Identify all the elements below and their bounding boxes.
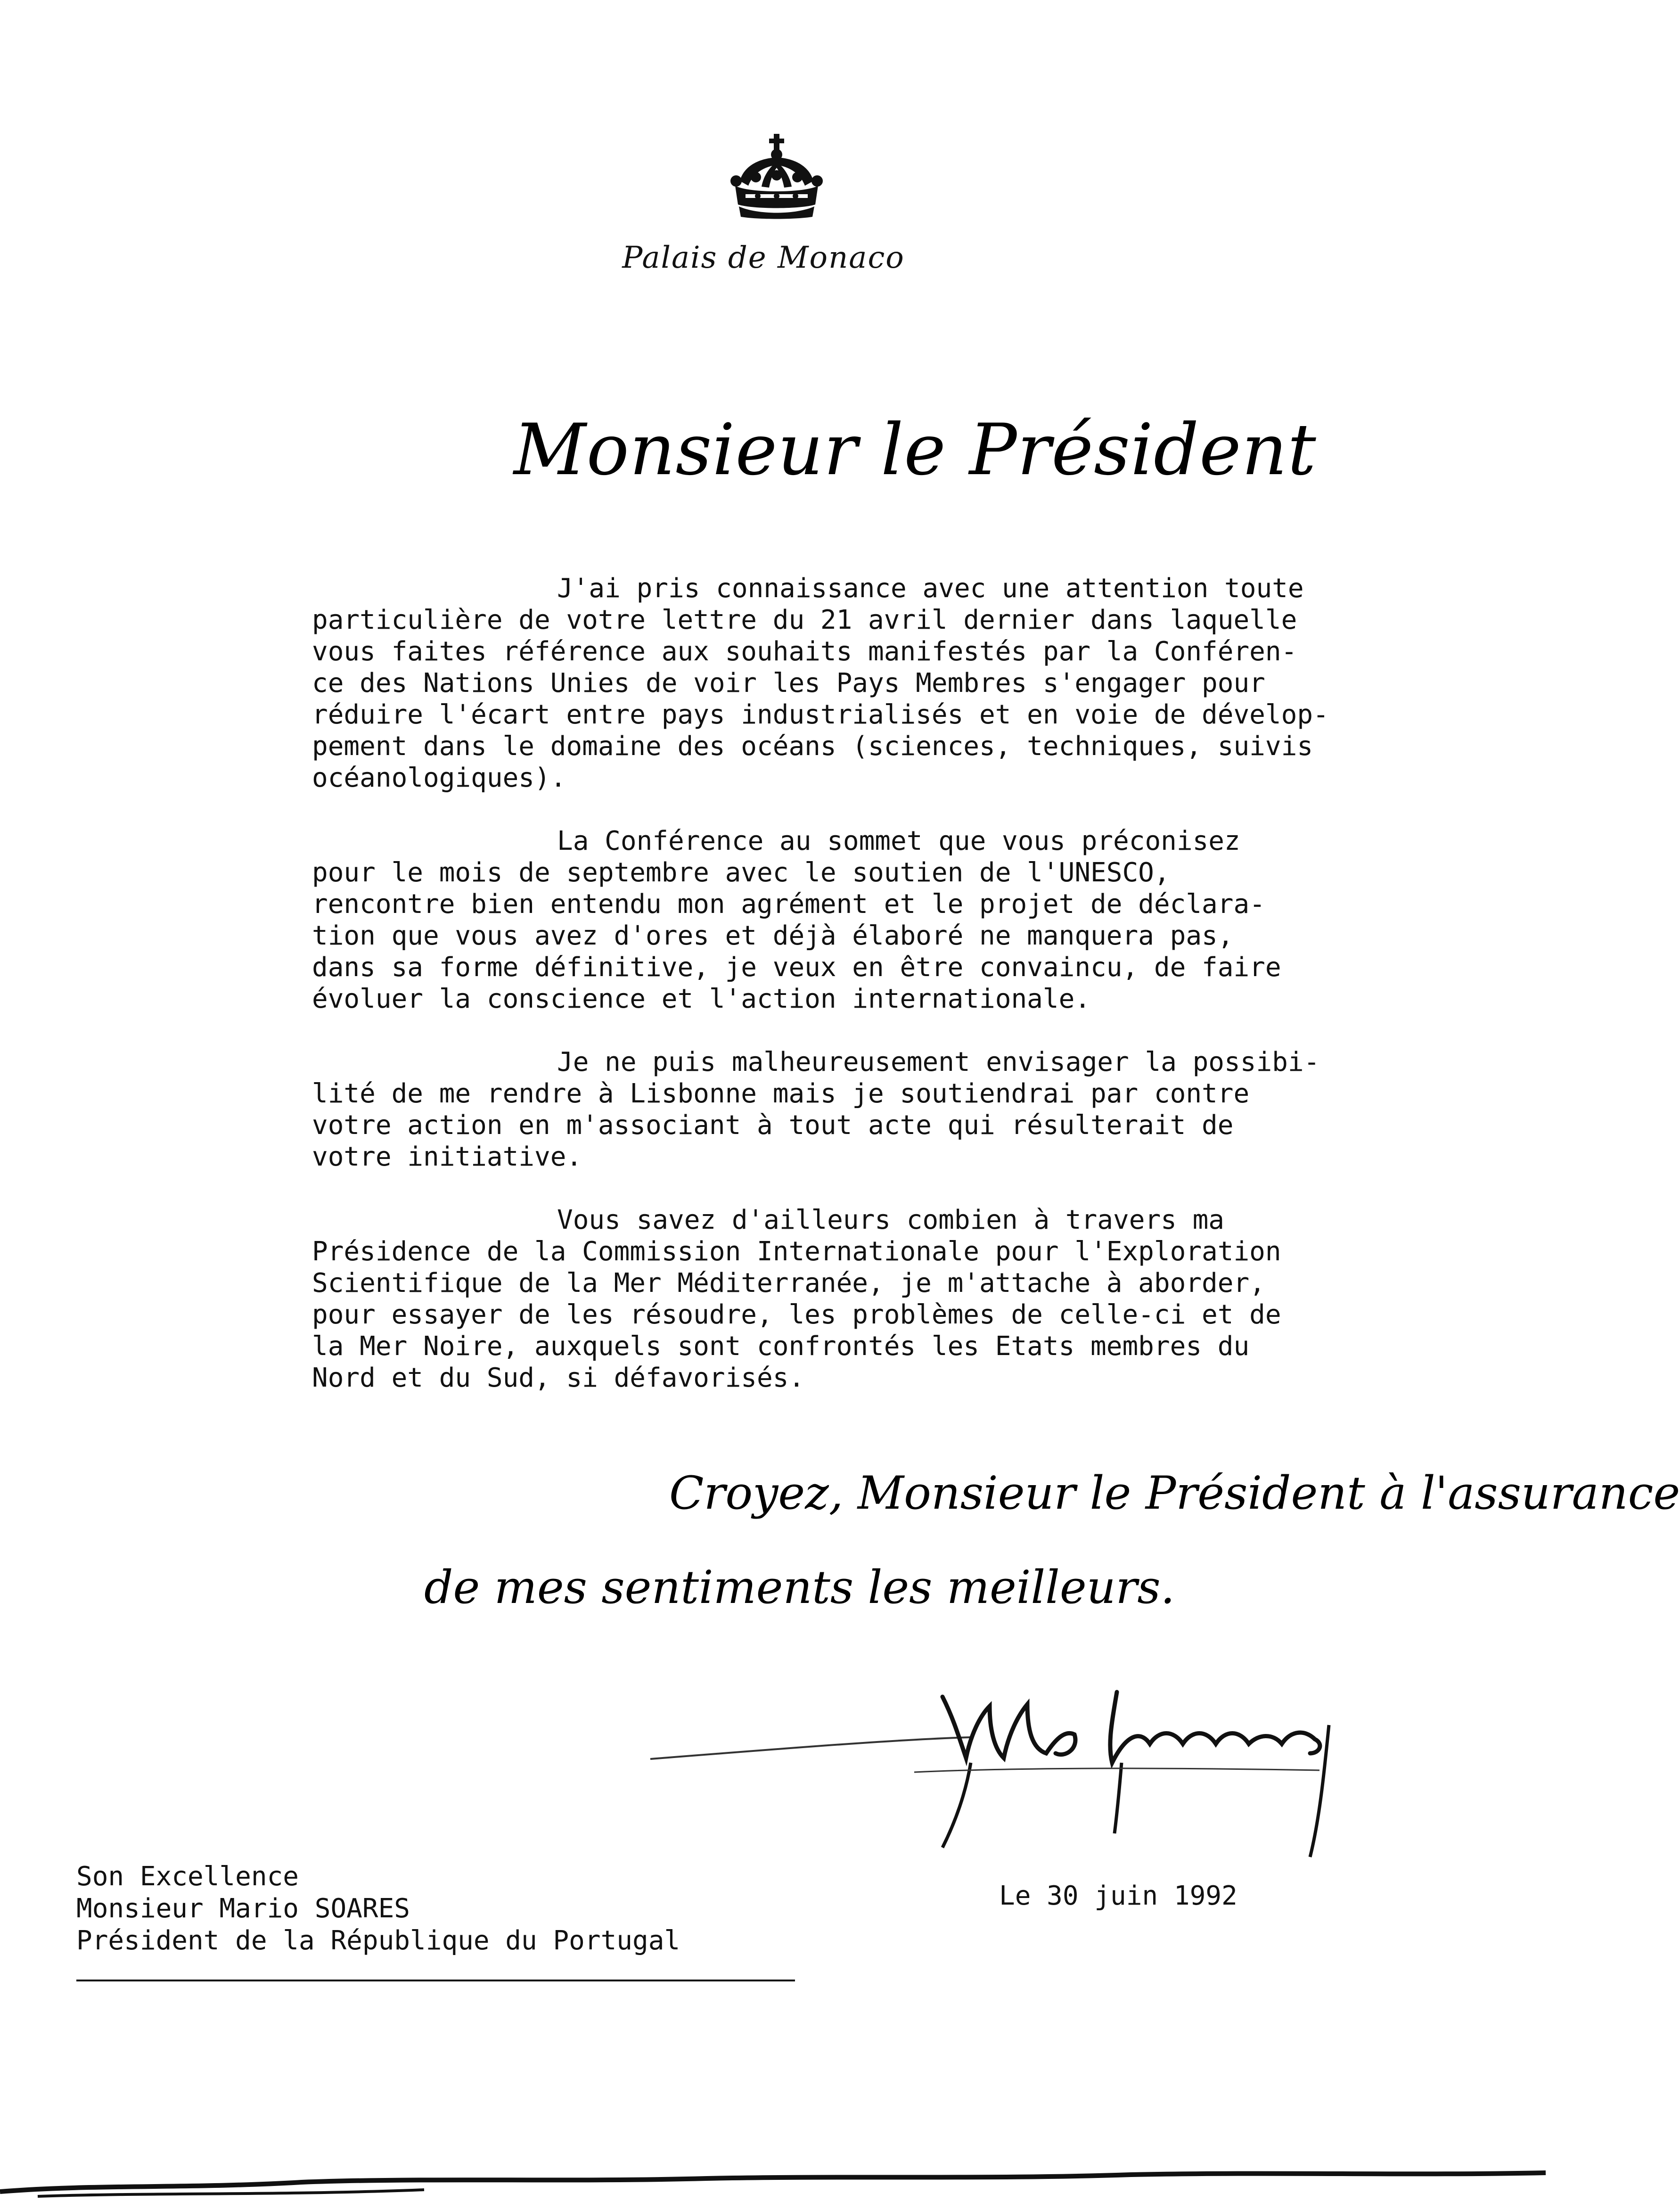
- scan-edge-divider: [0, 2168, 1546, 2202]
- paragraph-3-first-line: Je ne puis malheureusement envisager la possibi-: [557, 1047, 1320, 1077]
- paragraph-1-first-line: J'ai pris connaissance avec une attention toute: [557, 573, 1304, 604]
- letter-body: [312, 573, 1518, 1425]
- addressee-line-1: Son Excellence: [76, 1861, 299, 1892]
- paragraph-3-rest: lité de me rendre à Lisbonne mais je soutiendrai par contre votre action en m'associant à tout acte qui résulterait de votre initiative.: [312, 1078, 1250, 1172]
- paragraph-2-rest: pour le mois de septembre avec le soutien de l'UNESCO, rencontre bien entendu mon agrément et le projet de déclara- tion que vous avez d'ores et déjà élaboré ne manquera pas, dans sa forme définitive, je veux en être convaincu, de faire évoluer la conscience et l'action internationale.: [312, 857, 1281, 1014]
- letterhead-title: Palais de Monaco: [622, 240, 905, 275]
- salutation: Monsieur le Président: [514, 409, 1317, 491]
- addressee-line-2: Monsieur Mario SOARES: [76, 1893, 410, 1924]
- paragraph-2-first-line: La Conférence au sommet que vous préconisez: [557, 826, 1240, 856]
- letter-date: Le 30 juin 1992: [999, 1881, 1237, 1911]
- paragraph-3: [312, 1046, 1518, 1173]
- crown-emblem-icon: [729, 134, 824, 219]
- paragraph-4: [312, 1204, 1518, 1394]
- addressee-block: [76, 1861, 680, 1957]
- closing-line-1: Croyez, Monsieur le Président à l'assurance: [669, 1467, 1680, 1520]
- paragraph-4-rest: Présidence de la Commission Internationale pour l'Exploration Scientifique de la Mer Méditerranée, je m'attache à aborder, pour essayer de les résoudre, les problèmes de celle-ci et de la Mer Noire, auxquels sont confrontés les Etats membres du Nord et du Sud, si défavorisés.: [312, 1236, 1281, 1393]
- signature-icon: [641, 1678, 1367, 1866]
- addressee-line-3: Président de la République du Portugal: [76, 1925, 680, 1956]
- paragraph-1-rest: particulière de votre lettre du 21 avril dernier dans laquelle vous faites référence aux souhaits manifestés par la Conféren- ce des Nations Unies de voir les Pays Membres s'engager pour réduire l'écart entre pays industrialisés et en voie de dévelop- pement dans le domaine des océans (sciences, techniques, suivis océanologiques).: [312, 605, 1329, 793]
- paragraph-2: [312, 825, 1518, 1015]
- closing-line-2: de mes sentiments les meilleurs.: [424, 1561, 1175, 1614]
- paragraph-4-first-line: Vous savez d'ailleurs combien à travers ma: [557, 1205, 1225, 1235]
- addressee-rule: [76, 1980, 795, 1981]
- paragraph-1: [312, 573, 1518, 794]
